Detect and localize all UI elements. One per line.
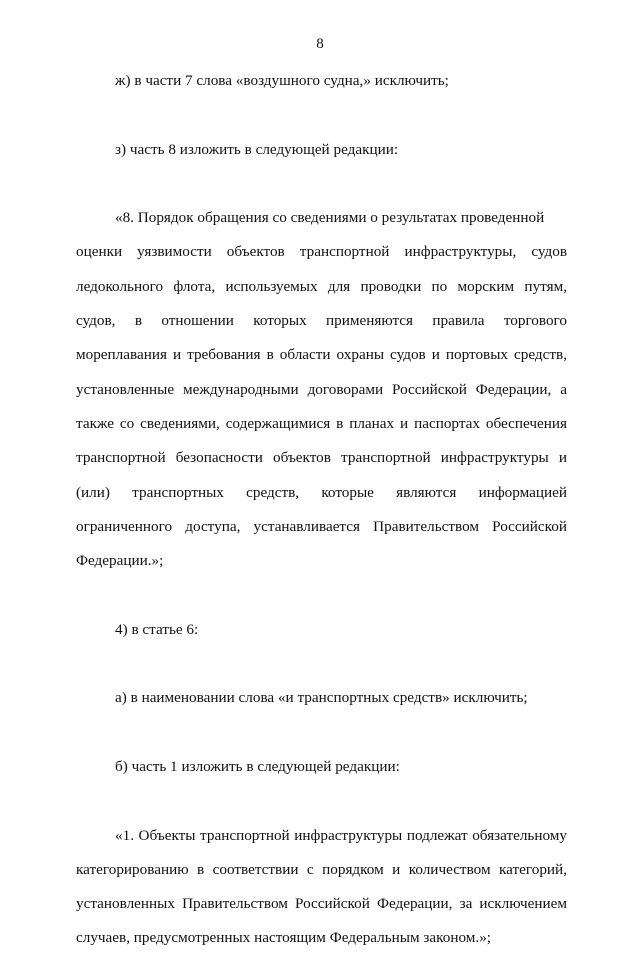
text-line: ледокольного флота, используемых для проводки по морским путям, [76, 277, 567, 295]
quoted-paragraph-1 [76, 819, 567, 956]
line-text: «8. Порядок обращения со сведениями о результатах проведенной [115, 209, 545, 227]
text-line: Федерации.»; [76, 552, 164, 570]
text-line: также со сведениями, содержащимися в планах и паспортах обеспечения [76, 414, 567, 432]
document-body [76, 64, 567, 956]
text-line: категорированию в соответствии с порядком и количеством категорий, [76, 860, 567, 878]
text-line: случаев, предусмотренных настоящим Федеральным законом.»; [76, 929, 492, 947]
text-line: «1. Объекты транспортной инфраструктуры подлежат обязательному [115, 826, 567, 844]
text-line: (или) транспортных средств, которые являются информацией [76, 483, 567, 501]
paragraph-item-4: 4) в статье 6: [115, 620, 199, 638]
quoted-paragraph-8 [76, 201, 567, 578]
text-line: установленных Правительством Российской Федерации, за исключением [76, 895, 567, 913]
paragraph-item-zh: ж) в части 7 слова «воздушного судна,» исключить; [115, 72, 449, 89]
paragraph-item-b: б) часть 1 изложить в следующей редакции: [115, 757, 400, 775]
text-line: мореплавания и требования в области охраны судов и портовых средств, [76, 346, 567, 364]
paragraph-item-z: з) часть 8 изложить в следующей редакции: [115, 140, 399, 158]
text-line: судов, в отношении которых применяются правила торгового [76, 312, 567, 330]
text-line: установленные международными договорами Российской Федерации, а [76, 380, 567, 398]
page-number: 8 [316, 36, 324, 52]
text-line [76, 201, 567, 235]
paragraph-item-a: а) в наименовании слова «и транспортных средств» исключить; [115, 689, 528, 707]
text-line: ограниченного доступа, устанавливается Правительством Российской [76, 517, 567, 535]
text-line: оценки уязвимости объектов транспортной инфраструктуры, судов [76, 243, 567, 261]
text-line: транспортной безопасности объектов транспортной инфраструктуры и [76, 449, 567, 467]
